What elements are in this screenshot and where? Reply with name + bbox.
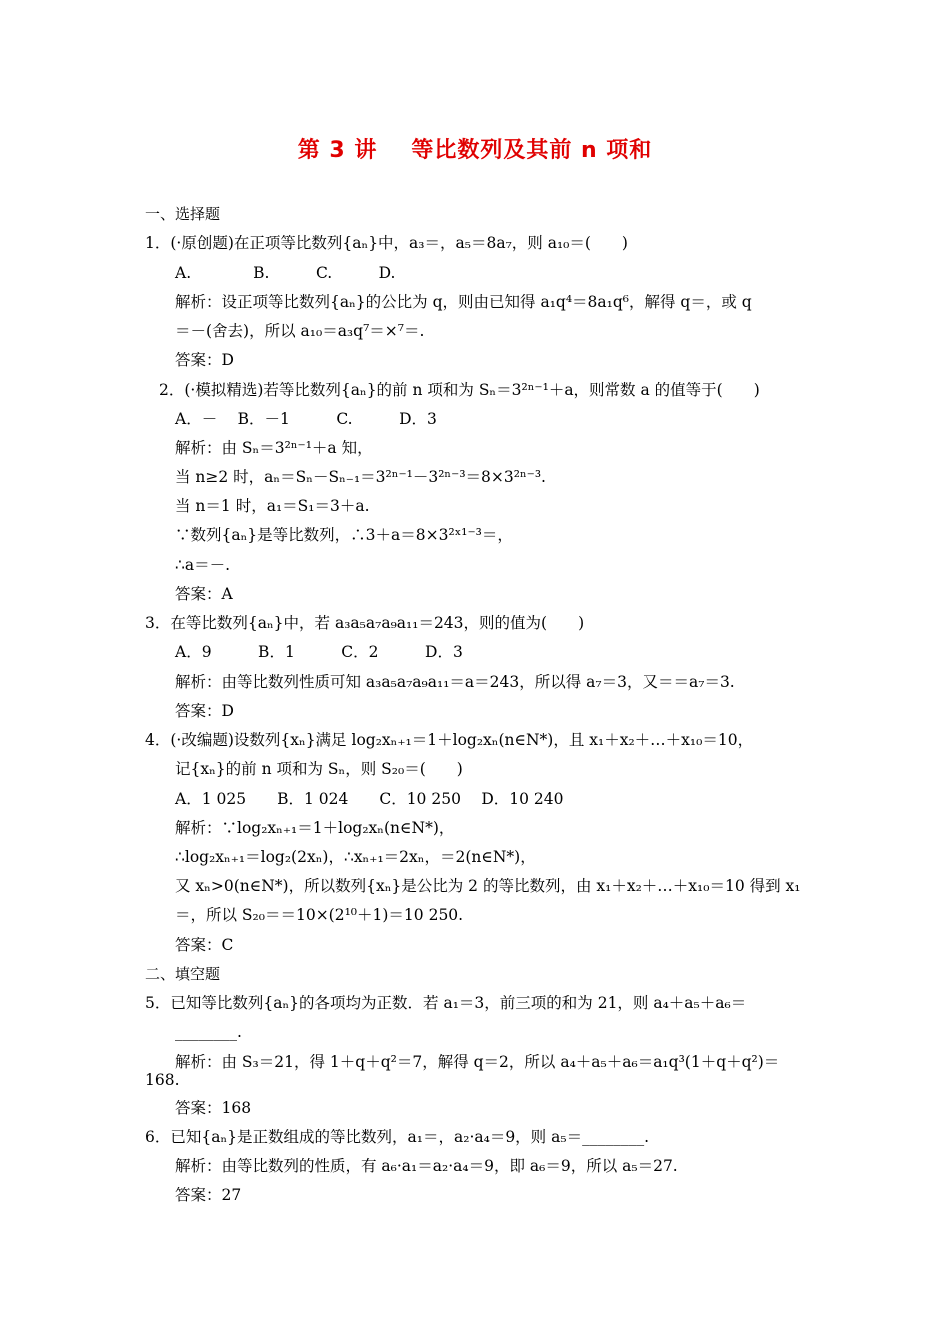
question-1-answer: 答案：D: [175, 351, 234, 369]
question-2-options: A．－ B．－1 C. D．3: [175, 410, 437, 428]
question-4-options: A．1 025 B．1 024 C．10 250 D．10 240: [175, 790, 564, 808]
question-4-answer: 答案：C: [175, 936, 234, 954]
question-5-solution-line: 解析：由 S₃＝21，得 1＋q＋q²＝7，解得 q＝2，所以 a₄＋a₅＋a₆＝a₁q³(1＋q＋q²)＝: [175, 1053, 780, 1071]
question-5-stem: 5．已知等比数列{aₙ}的各项均为正数．若 a₁＝3，前三项的和为 21，则 a₄＋a₅＋a₆＝: [145, 994, 747, 1012]
question-2-answer: 答案：A: [175, 585, 233, 603]
page-title: [0, 133, 950, 164]
question-2-solution-line: 当 n≥2 时，aₙ＝Sₙ－Sₙ₋₁＝3²ⁿ⁻¹－3²ⁿ⁻³＝8×3²ⁿ⁻³.: [175, 468, 546, 486]
question-6-answer: 答案：27: [175, 1186, 242, 1204]
question-5-solution-line: 168.: [145, 1071, 180, 1089]
question-2-solution-line: 当 n＝1 时，a₁＝S₁＝3＋a.: [175, 497, 370, 515]
section-heading-fill: 二、填空题: [145, 965, 221, 983]
question-2-solution-line: ∴a＝－.: [175, 556, 231, 574]
question-4-solution-line: ∴log₂xₙ₊₁＝log₂(2xₙ)，∴xₙ₊₁＝2xₙ，＝2(n∈N*)，: [175, 848, 536, 866]
question-4-solution-line: ＝，所以 S₂₀＝＝10×(2¹⁰＋1)＝10 250.: [175, 906, 464, 924]
lesson-topic: 等比数列及其前 n 项和: [411, 138, 653, 163]
question-6-solution-line: 解析：由等比数列的性质，有 a₆·a₁＝a₂·a₄＝9，即 a₆＝9，所以 a₅＝27.: [175, 1157, 678, 1175]
question-6-stem: 6．已知{aₙ}是正数组成的等比数列，a₁＝，a₂·a₄＝9，则 a₅＝________.: [145, 1128, 649, 1146]
question-1-stem: 1．(·原创题)在正项等比数列{aₙ}中，a₃＝，a₅＝8a₇，则 a₁₀＝( ): [145, 234, 628, 252]
question-1-solution-line: ＝－(舍去)，所以 a₁₀＝a₃q⁷＝×⁷＝.: [175, 322, 425, 340]
question-2-solution-line: 解析：由 Sₙ＝3²ⁿ⁻¹＋a 知，: [175, 439, 373, 457]
question-3-options: A．9 B．1 C．2 D．3: [175, 643, 463, 661]
question-4-stem: 4．(·改编题)设数列{xₙ}满足 log₂xₙ₊₁＝1＋log₂xₙ(n∈N*)，且 x₁＋x₂＋…＋x₁₀＝10，: [145, 731, 754, 749]
question-3-answer: 答案：D: [175, 702, 234, 720]
section-heading-choice: 一、选择题: [145, 205, 221, 223]
question-5-answer: 答案：168: [175, 1099, 252, 1117]
question-4-solution-line: 解析：∵log₂xₙ₊₁＝1＋log₂xₙ(n∈N*)，: [175, 819, 455, 837]
question-3-stem: 3．在等比数列{aₙ}中，若 a₃a₅a₇a₉a₁₁＝243，则的值为( ): [145, 614, 585, 632]
question-2-solution-line: ∵数列{aₙ}是等比数列，∴3＋a＝8×3²ˣ¹⁻³＝，: [175, 526, 513, 544]
question-4-stem-continued: 记{xₙ}的前 n 项和为 Sₙ，则 S₂₀＝( ): [175, 760, 463, 778]
question-1-options: A. B. C. D.: [175, 264, 396, 282]
question-1-solution-line: 解析：设正项等比数列{aₙ}的公比为 q，则由已知得 a₁q⁴＝8a₁q⁶，解得 q＝，或 q: [175, 293, 752, 311]
lesson-number: 第 3 讲: [297, 138, 378, 163]
question-2-stem: 2．(·模拟精选)若等比数列{aₙ}的前 n 项和为 Sₙ＝3²ⁿ⁻¹＋a，则常数 a 的值等于( ): [159, 381, 760, 399]
question-4-solution-line: 又 xₙ>0(n∈N*)，所以数列{xₙ}是公比为 2 的等比数列，由 x₁＋x₂＋…＋x₁₀＝10 得到 x₁: [175, 877, 801, 895]
question-5-blank: ________.: [175, 1023, 242, 1041]
question-3-solution-line: 解析：由等比数列性质可知 a₃a₅a₇a₉a₁₁＝a＝243，所以得 a₇＝3，又＝＝a₇＝3.: [175, 673, 735, 691]
